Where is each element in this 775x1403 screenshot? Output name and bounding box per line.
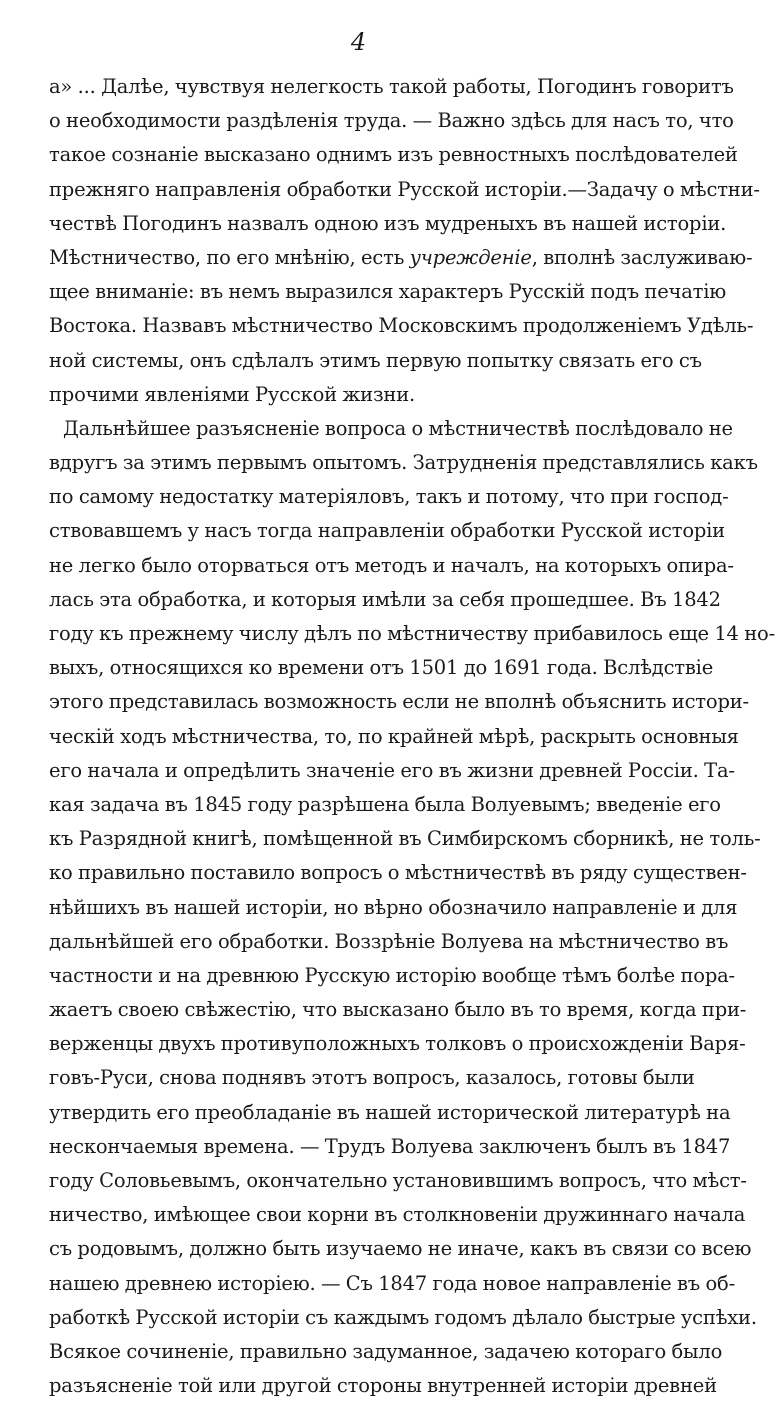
- text-line: говъ-Руси, снова поднявъ этотъ вопросъ, казалось, готовы были: [49, 1066, 695, 1090]
- text-line: прежняго направленія обработки Русской исторіи.—Задачу о мѣстни-: [49, 177, 760, 201]
- paragraph-end-line: прочими явленіями Русской жизни.: [49, 382, 415, 406]
- page-number: 4: [350, 28, 367, 56]
- text-line: чествѣ Погодинъ назвалъ одною изъ мудреныхъ въ нашей исторіи.: [49, 211, 727, 235]
- text-line: жаетъ своею свѣжестію, что высказано было въ то время, когда при-: [49, 998, 747, 1022]
- text-line: съ родовымъ, должно быть изучаемо не иначе, какъ въ связи со всею: [49, 1237, 752, 1261]
- text-line: верженцы двухъ противуположныхъ толковъ о происхожденіи Варя-: [49, 1032, 746, 1056]
- body-text: [49, 70, 775, 1403]
- text-line: не легко было оторваться отъ методъ и началъ, на которыхъ опира-: [49, 553, 734, 577]
- text-line: къ Разрядной книгѣ, помѣщенной въ Симбирскомъ сборникѣ, не толь-: [49, 827, 761, 851]
- text-line: лась эта обработка, и которыя имѣли за себя прошедшее. Въ 1842: [49, 587, 721, 611]
- emphasized-term: учрежденіе: [409, 245, 532, 269]
- text-line: частности и на древнюю Русскую исторію вообще тѣмъ болѣе пора-: [49, 963, 735, 987]
- text-line: щее вниманіе: въ немъ выразился характеръ Русскій подъ печатію: [49, 280, 727, 304]
- text-line: такое сознаніе высказано однимъ изъ ревностныхъ послѣдователей: [49, 143, 738, 167]
- paragraph-start-line: Всякое сочиненіе, правильно задуманное, задачею котораго было: [49, 1339, 723, 1363]
- text-line: ко правильно поставило вопросъ о мѣстничествѣ въ ряду существен-: [49, 861, 747, 885]
- text-line: утвердить его преобладаніе въ нашей исторической литературѣ на: [49, 1100, 731, 1124]
- text-line: Востока. Назвавъ мѣстничество Московскимъ продолженіемъ Удѣль-: [49, 314, 754, 338]
- text-line-part: Мѣстничество, по его мнѣнію, есть: [49, 245, 410, 269]
- text-line: ной системы, онъ сдѣлалъ этимъ первую попытку связать его съ: [49, 348, 702, 372]
- paragraph-end-line: работкѣ Русской исторіи съ каждымъ годомъ дѣлало быстрые успѣхи.: [49, 1305, 757, 1329]
- text-line: ческій ходъ мѣстничества, то, по крайней мѣрѣ, раскрыть основныя: [49, 724, 739, 748]
- text-line: ствовавшемъ у насъ тогда направленіи обработки Русской исторіи: [49, 519, 725, 543]
- text-line: [49, 241, 753, 275]
- text-line: нашею древнею исторіею. — Съ 1847 года новое направленіе въ об-: [49, 1271, 735, 1295]
- text-line: а» ... Далѣе, чувствуя нелегкость такой работы, Погодинъ говоритъ: [49, 75, 734, 98]
- text-line: его начала и опредѣлить значеніе его въ жизни древней Россіи. Та-: [49, 758, 735, 782]
- text-line: году къ прежнему числу дѣлъ по мѣстничеству прибавилось еще 14 но-: [49, 622, 775, 645]
- paragraph-start-line: Дальнѣйшее разъясненіе вопроса о мѣстничествѣ послѣдовало не: [63, 416, 733, 440]
- text-line: кая задача въ 1845 году разрѣшена была Волуевымъ; введеніе его: [49, 792, 721, 816]
- text-line: по самому недостатку матеріяловъ, такъ и потому, что при господ-: [49, 485, 729, 509]
- text-line-part: , вполнѣ заслуживаю-: [531, 245, 753, 269]
- text-line: вдругъ за этимъ первымъ опытомъ. Затрудненія представлялись какъ: [49, 451, 758, 475]
- text-line: выхъ, относящихся ко времени отъ 1501 до 1691 года. Вслѣдствіе: [49, 656, 714, 680]
- text-line: о необходимости раздѣленія труда. — Важно здѣсь для насъ то, что: [49, 109, 734, 133]
- text-line: году Соловьевымъ, окончательно установившимъ вопросъ, что мѣст-: [49, 1169, 747, 1192]
- text-line: нескончаемыя времена. — Трудъ Волуева заключенъ былъ въ 1847: [49, 1134, 731, 1158]
- text-line: дальнѣйшей его обработки. Воззрѣніе Волуева на мѣстничество въ: [49, 929, 729, 953]
- text-line: этого представилась возможность если не вполнѣ объяснить истори-: [49, 690, 749, 714]
- text-line: нѣйшихъ въ нашей исторіи, но вѣрно обозначило направленіе и для: [49, 895, 738, 919]
- text-line: ничество, имѣющее свои корни въ столкновеніи дружиннаго начала: [49, 1203, 746, 1227]
- text-line: разъясненіе той или другой стороны внутренней исторіи древней: [49, 1374, 717, 1398]
